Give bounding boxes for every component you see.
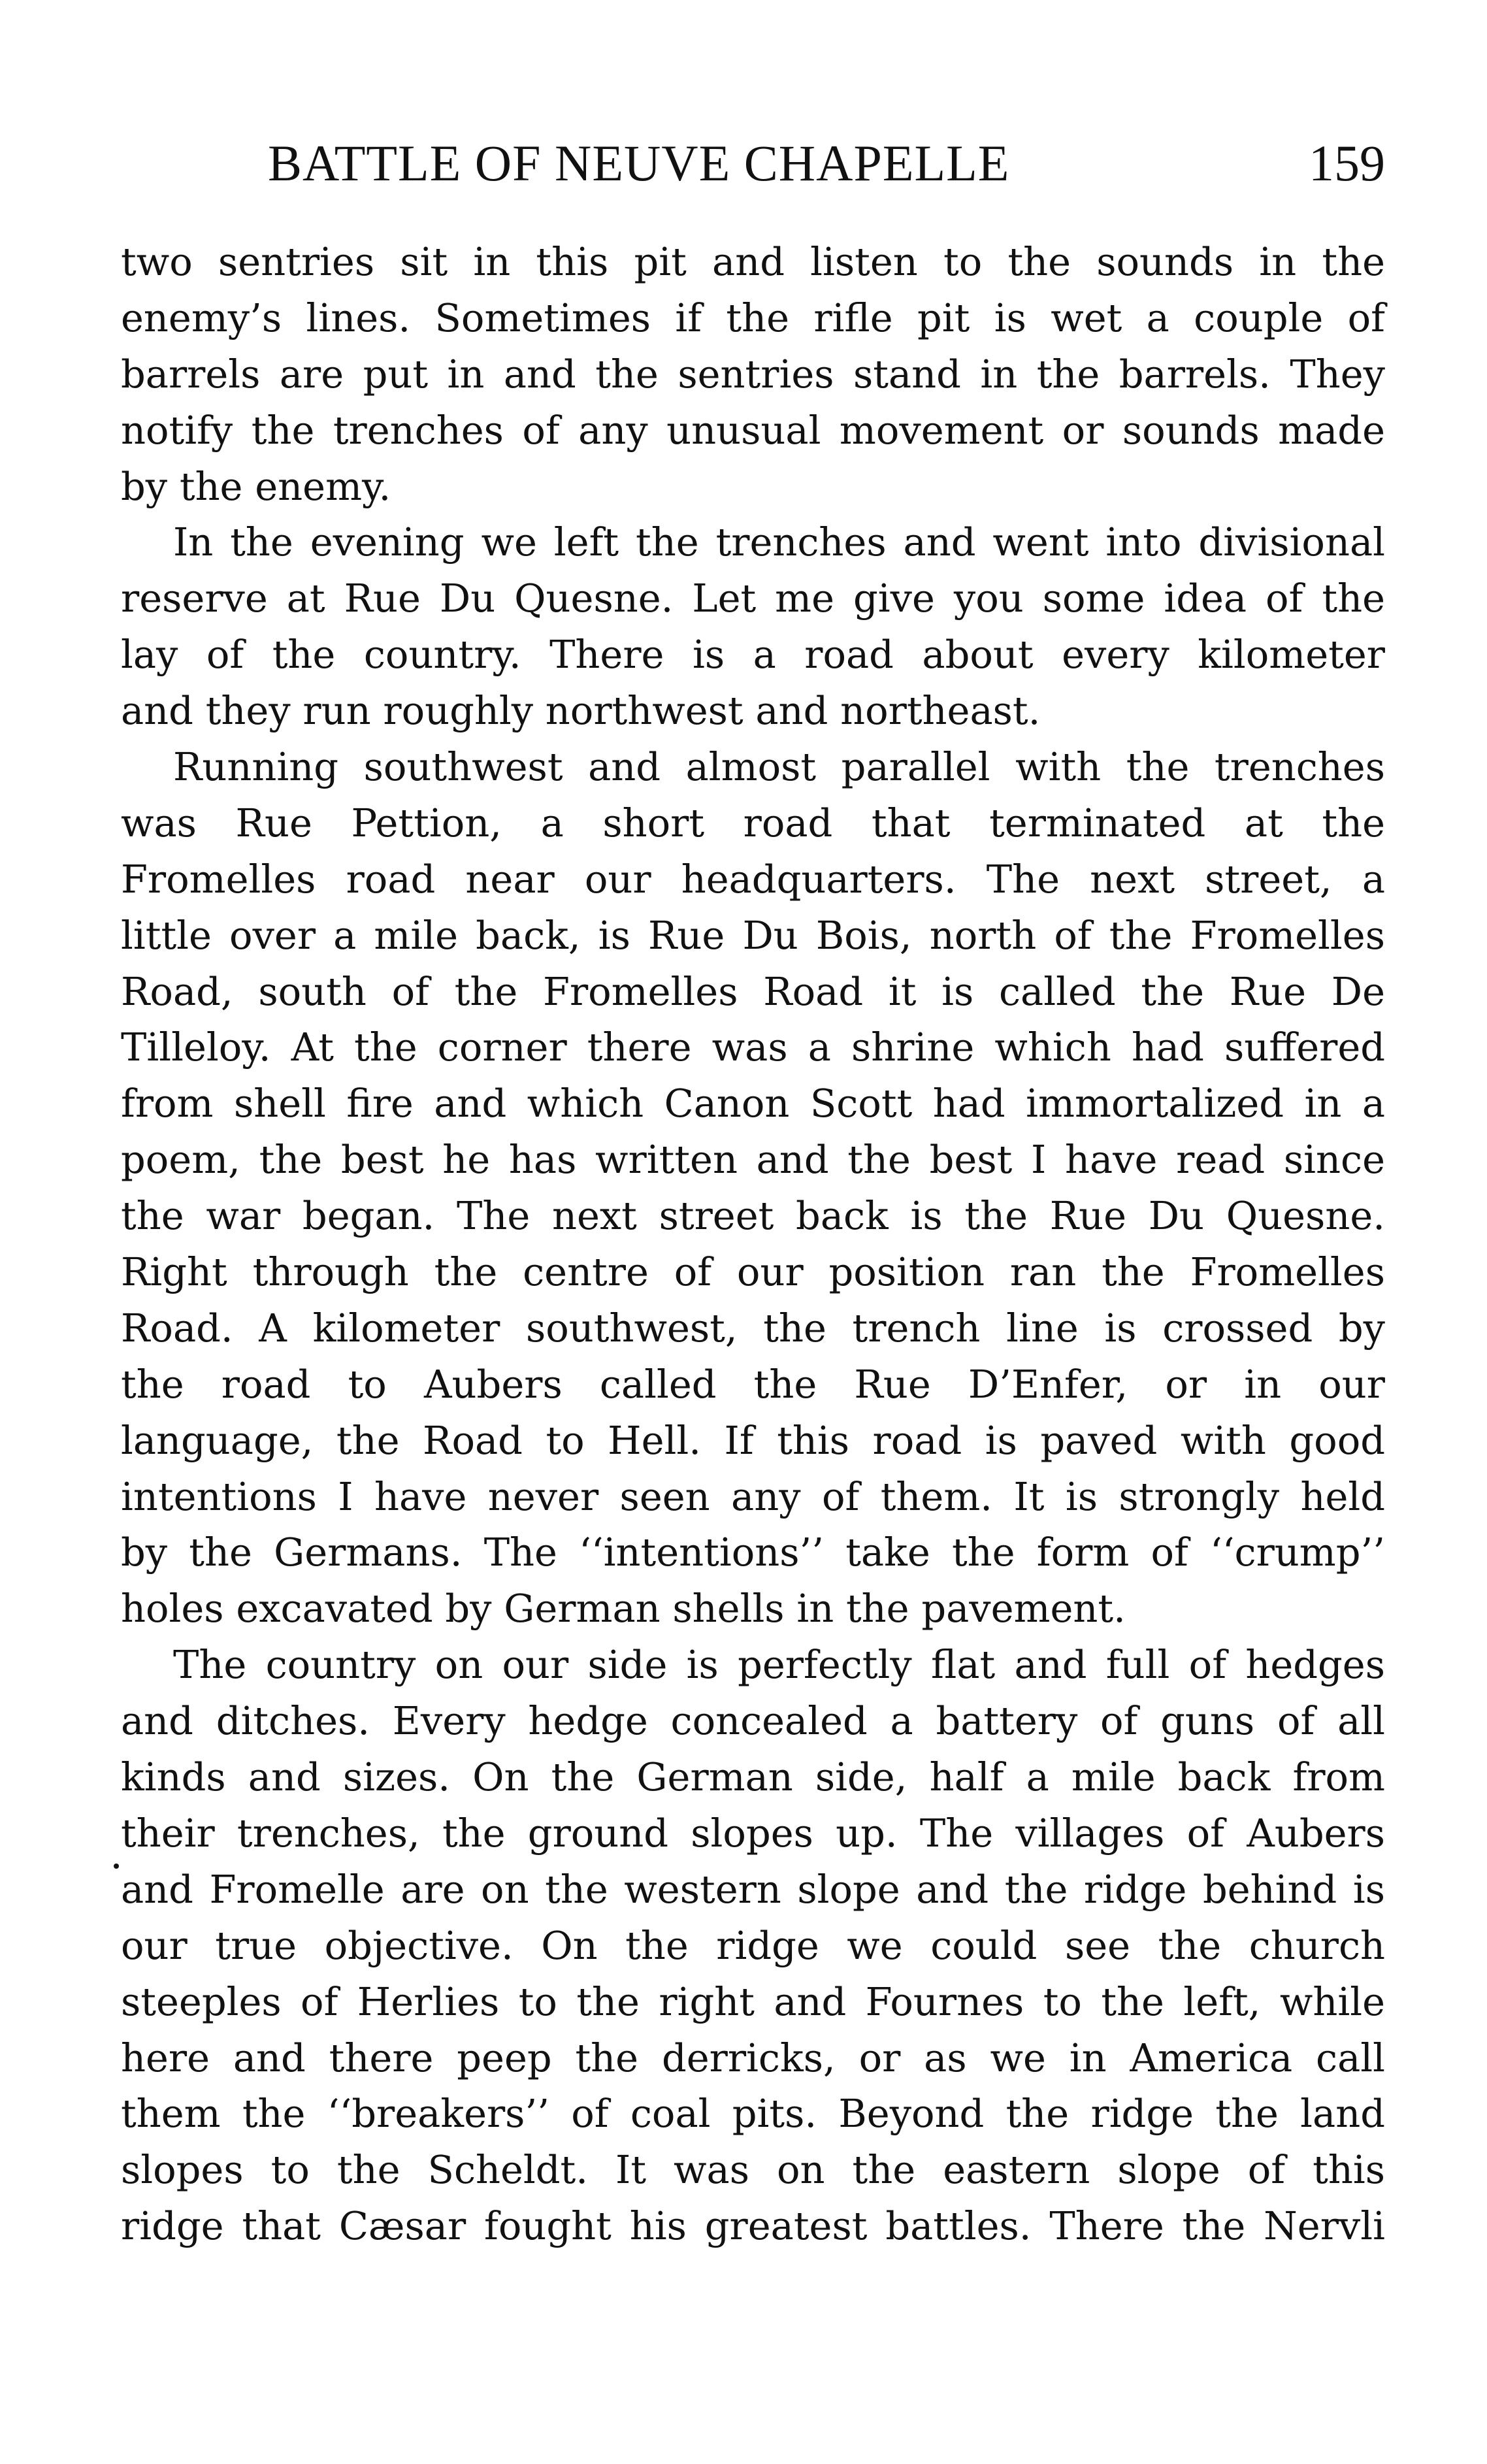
running-head bbox=[268, 131, 1385, 196]
text-line: from shell fire and which Canon Scott had immortalized in a bbox=[121, 1081, 1385, 1126]
text-line: poem, the best he has written and the best I have read since bbox=[121, 1137, 1385, 1183]
running-title: BATTLE OF NEUVE CHAPELLE bbox=[268, 135, 1010, 191]
text-line: notify the trenches of any unusual movement or sounds made bbox=[121, 407, 1385, 453]
text-line: their trenches, the ground slopes up. The villages of Aubers bbox=[121, 1810, 1385, 1856]
text-line: Running southwest and almost parallel with the trenches bbox=[173, 744, 1385, 790]
text-line: and ditches. Every hedge concealed a battery of guns of all bbox=[121, 1698, 1385, 1744]
text-line: Fromelles road near our headquarters. The next street, a bbox=[121, 856, 1385, 902]
text-line: Tilleloy. At the corner there was a shrine which had suffered bbox=[121, 1025, 1385, 1070]
text-line: enemy’s lines. Sometimes if the rifle pit is wet a couple of bbox=[121, 295, 1385, 340]
text-line: steeples of Herlies to the right and Fournes to the left, while bbox=[121, 1979, 1385, 2024]
body-text bbox=[121, 234, 1385, 2254]
text-line: them the ‘‘breakers’’ of coal pits. Beyond the ridge the land bbox=[121, 2091, 1385, 2137]
text-line: Road, south of the Fromelles Road it is called the Rue De bbox=[121, 968, 1385, 1014]
text-line: In the evening we left the trenches and went into divisional bbox=[173, 519, 1385, 565]
text-line: Road. A kilometer southwest, the trench line is crossed by bbox=[121, 1305, 1385, 1351]
text-line: slopes to the Scheldt. It was on the eastern slope of this bbox=[121, 2147, 1385, 2193]
text-line: kinds and sizes. On the German side, half a mile back from bbox=[121, 1754, 1385, 1800]
text-line: language, the Road to Hell. If this road is paved with good bbox=[121, 1417, 1385, 1463]
text-line: by the enemy. bbox=[121, 463, 391, 509]
text-line: ridge that Cæsar fought his greatest battles. There the Nervli bbox=[121, 2203, 1385, 2249]
text-line: little over a mile back, is Rue Du Bois, north of the Fromelles bbox=[121, 912, 1385, 958]
text-line: was Rue Pettion, a short road that terminated at the bbox=[121, 800, 1385, 846]
text-line: by the Germans. The ‘‘intentions’’ take the form of ‘‘crump’’ bbox=[121, 1530, 1385, 1575]
text-line: our true objective. On the ridge we could see the church bbox=[121, 1922, 1385, 1968]
text-line: and they run roughly northwest and northeast. bbox=[121, 688, 1041, 734]
page-number: 159 bbox=[1309, 135, 1385, 191]
margin-ink-dot bbox=[114, 1864, 119, 1869]
text-line: The country on our side is perfectly flat and full of hedges bbox=[173, 1642, 1385, 1688]
text-line: reserve at Rue Du Quesne. Let me give you some idea of the bbox=[121, 576, 1385, 621]
text-line: the road to Aubers called the Rue D’Enfer, or in our bbox=[121, 1361, 1385, 1407]
text-line: holes excavated by German shells in the pavement. bbox=[121, 1586, 1126, 1632]
text-line: the war began. The next street back is the Rue Du Quesne. bbox=[121, 1193, 1385, 1239]
text-line: two sentries sit in this pit and listen to the sounds in the bbox=[121, 239, 1385, 284]
text-line: Right through the centre of our position ran the Fromelles bbox=[121, 1249, 1385, 1295]
text-line: here and there peep the derricks, or as we in America call bbox=[121, 2035, 1385, 2080]
text-line: and Fromelle are on the western slope and the ridge behind is bbox=[121, 1866, 1385, 1912]
text-line: lay of the country. There is a road about every kilometer bbox=[121, 632, 1385, 678]
text-line: intentions I have never seen any of them. It is strongly held bbox=[121, 1473, 1385, 1519]
text-line: barrels are put in and the sentries stand in the barrels. They bbox=[121, 351, 1385, 397]
